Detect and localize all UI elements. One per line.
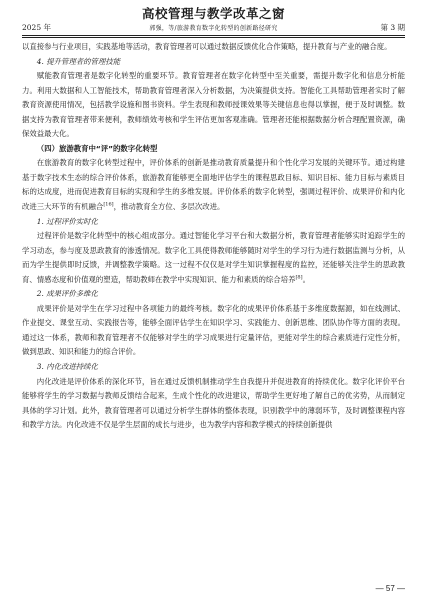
running-header	[22, 22, 405, 34]
subsection-heading-2: 2. 成果评价多维化	[36, 289, 98, 299]
paragraph-continued: 以直接参与行业项目，实践基地等活动，教育管理者可以通过数据反馈优化合作策略，提升教育与产业的融合度。	[22, 42, 392, 51]
running-title: 郭强，等/旅游教育数字化转型的创新路径研究	[149, 25, 278, 32]
paragraph-internal-improvement: 内化改进是评价体系的深化环节，旨在通过反馈机制推动学生自我提升并促进教育的持续优化。数字化评价平台能够将学生的学习数据与教师反馈结合起来，生成个性化的改进建议，帮助学生更好地了解自己的优劣势，从而制定具体的学习计划。此外，教育管理者可以通过分析学生群体的整体表现，识别教学中的薄弱环节，及时调整课程内容和教学方法。内化改进不仅是学生层面的成长与进步，也为教学内容和教学模式的持续创新提供	[22, 376, 405, 430]
page-number: — 57 —	[375, 584, 405, 593]
citation-ref: [8]	[295, 274, 303, 281]
issue-number: 第 3 期	[380, 23, 405, 32]
paragraph-manager-skills: 赋能教育管理者是数字化转型的重要环节。教育管理者在数字化转型中至关重要，需提升数字化和信息分析能力。利用大数据和人工智能技术，帮助教育管理者深入分析数据，为决策提供支持。智能化工具帮助管理者实时了解教育资源使用情况，包括教学设施和图书资料。学生表现和教师授课效果等关键信息也得以掌握，便于及时调整。数据支持为教育管理者带来便利，教师绩效考核和学生评估更加客观准确。管理者还能根据数据分析合理配置资源，确保效益最大化。	[22, 71, 405, 139]
paragraph-evaluation-intro	[22, 156, 405, 214]
evaluation-intro-text: 在旅游教育的数字化转型过程中，评价体系的创新是推动教育质量提升和个性化学习发展的关键环节。通过构建基于数字技术生态的综合评价体系，旅游教育能够更全面地评估学生的课程思政目标、知识目标、能力目标与素质目标的达成度，进而促进教育目标的实现和学生的多维发展。评价体系的数字化转型，强调过程评价、成果评价和内化改进三大环节的有机融合	[22, 158, 405, 212]
header-rule-thin	[22, 37, 405, 38]
paragraph-process-evaluation	[22, 229, 405, 287]
article-body	[22, 40, 405, 433]
journal-title: 高校管理与教学改革之窗	[141, 6, 285, 21]
paragraph-outcome-evaluation: 成果评价是对学生在学习过程中各项能力的最终考核。数字化的成果评价体系基于多维度数据源，如在线测试、作业提交、课堂互动、实践报告等，能够全面评估学生在知识学习、实践能力、创新思维、团队协作等方面的表现。通过这一体系，教师和教育管理者不仅能够对学生的学习成果进行定量评估，更能对学生的综合素质进行定性分析，做到思政、知识和能力的综合评价。	[22, 303, 405, 357]
evaluation-intro-end: ，推动教育全方位、多层次改进。	[113, 202, 225, 212]
year: 2025 年	[22, 23, 51, 32]
process-evaluation-text: 过程评价是数字化转型中的核心组成部分。通过智能化学习平台和大数据分析，教育管理者能够实时追踪学生的学习动态，参与度及思政教育的渗透情况。数字化工具使得教师能够随时对学生的学习行为进行数据监测与分析，从而为学生提供即时反馈，并调整教学策略。这一过程不仅仅是对学生知识掌握程度的监控，还能够关注学生的思政教育、情感态度和价值观的塑造，帮助教师在教学中实现知识、能力和素质的综合培养	[22, 231, 405, 284]
header-rule	[22, 35, 405, 36]
section-heading-evaluation: （四）旅游教育中“评”的数字化转型	[36, 143, 158, 153]
subsection-heading-1: 1. 过程评价实时化	[36, 216, 98, 226]
citation-ref: [16]	[103, 201, 114, 208]
process-evaluation-end: 。	[302, 274, 310, 284]
subsection-heading-3: 3. 内化改进持续化	[36, 362, 98, 372]
subsection-heading-4: 4. 提升管理者的管理技能	[36, 56, 121, 66]
